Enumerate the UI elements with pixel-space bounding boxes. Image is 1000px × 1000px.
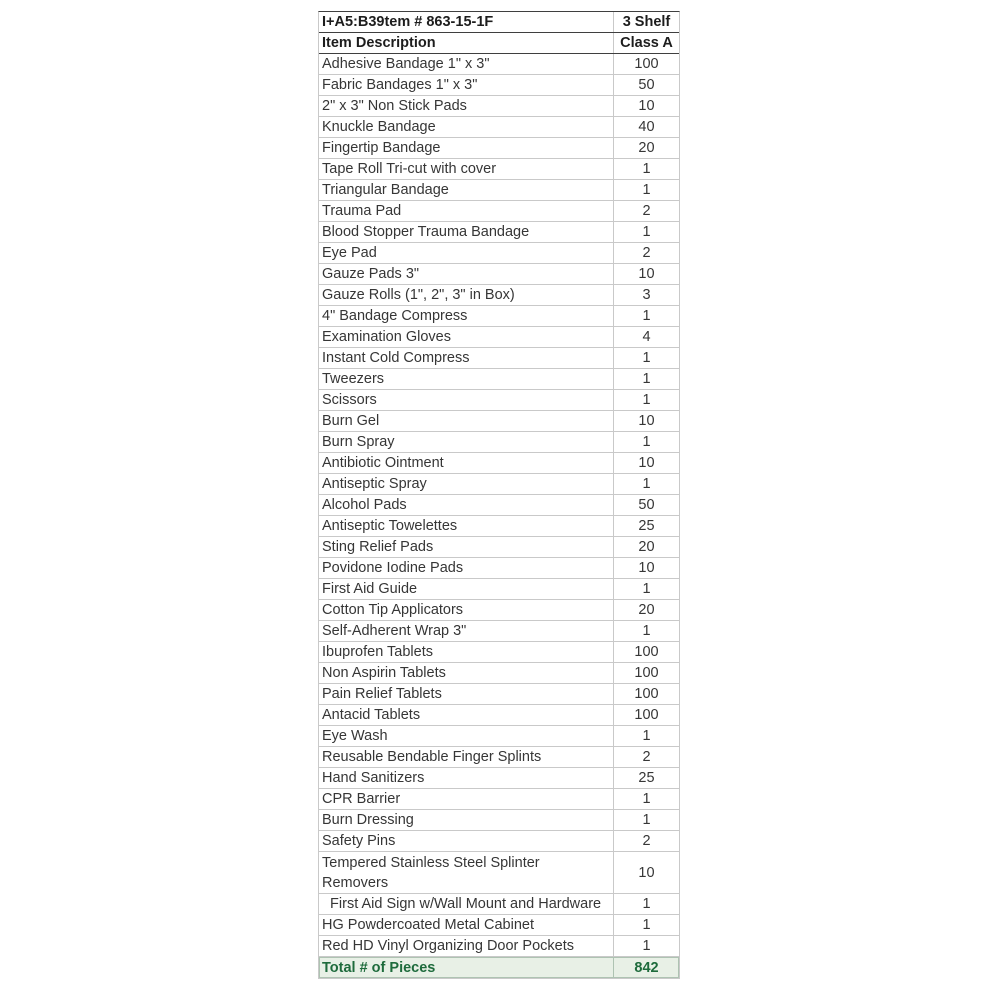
- item-description-cell: Antibiotic Ointment: [322, 455, 444, 471]
- item-description-cell: Gauze Pads 3": [322, 266, 420, 282]
- table-row: [319, 369, 679, 390]
- table-row: [319, 390, 679, 411]
- total-value-cell: 842: [613, 957, 679, 978]
- item-description-cell: CPR Barrier: [322, 791, 401, 807]
- quantity-cell: 1: [613, 474, 679, 494]
- table-row: [319, 537, 679, 558]
- table-row: [319, 747, 679, 768]
- quantity-cell: 1: [613, 369, 679, 389]
- quantity-cell: 1: [613, 915, 679, 935]
- table-row: [319, 117, 679, 138]
- item-description-cell: Tape Roll Tri-cut with cover: [322, 161, 497, 177]
- table-row: [319, 516, 679, 537]
- item-description-cell: Red HD Vinyl Organizing Door Pockets: [322, 938, 574, 954]
- quantity-cell: 1: [613, 894, 679, 914]
- item-description-cell: HG Powdercoated Metal Cabinet: [322, 917, 534, 933]
- quantity-cell: 2: [613, 201, 679, 221]
- item-description-cell: Antiseptic Spray: [322, 476, 427, 492]
- quantity-cell: 3: [613, 285, 679, 305]
- total-label-cell: Total # of Pieces: [322, 959, 436, 976]
- item-description-cell: Adhesive Bandage 1" x 3": [322, 56, 490, 72]
- table-header-row: [319, 12, 679, 33]
- table-row: [319, 159, 679, 180]
- quantity-cell: 1: [613, 159, 679, 179]
- item-description-cell: Pain Relief Tablets: [322, 686, 442, 702]
- quantity-cell: 20: [613, 138, 679, 158]
- quantity-cell: 20: [613, 600, 679, 620]
- item-description-cell: Hand Sanitizers: [322, 770, 425, 786]
- item-description-cell: Scissors: [322, 392, 377, 408]
- quantity-cell: 100: [613, 705, 679, 725]
- quantity-cell: 10: [613, 411, 679, 431]
- quantity-cell: 25: [613, 516, 679, 536]
- table-row: [319, 180, 679, 201]
- item-description-cell: Knuckle Bandage: [322, 119, 436, 135]
- item-description-cell: Ibuprofen Tablets: [322, 644, 433, 660]
- quantity-cell: 1: [613, 726, 679, 746]
- item-description-cell: Eye Wash: [322, 728, 388, 744]
- quantity-cell: 1: [613, 789, 679, 809]
- table-subheader-row: [319, 33, 679, 54]
- quantity-cell: 10: [613, 852, 679, 893]
- table-row: [319, 96, 679, 117]
- quantity-cell: 20: [613, 537, 679, 557]
- table-row: [319, 453, 679, 474]
- quantity-cell: 1: [613, 936, 679, 956]
- table-row: [319, 348, 679, 369]
- total-row: [319, 957, 679, 978]
- table-row: [319, 54, 679, 75]
- table-row: [319, 306, 679, 327]
- item-description-cell: Instant Cold Compress: [322, 350, 470, 366]
- table-row: [319, 705, 679, 726]
- item-description-cell: Sting Relief Pads: [322, 539, 434, 555]
- quantity-cell: 25: [613, 768, 679, 788]
- item-description-cell: Tempered Stainless Steel Splinter Removers: [322, 855, 544, 891]
- table-row: [319, 327, 679, 348]
- shelf-header-cell: 3 Shelf: [613, 12, 679, 32]
- quantity-cell: 10: [613, 96, 679, 116]
- quantity-cell: 1: [613, 621, 679, 641]
- quantity-cell: 2: [613, 243, 679, 263]
- table-row: [319, 768, 679, 789]
- quantity-cell: 100: [613, 54, 679, 74]
- quantity-cell: 40: [613, 117, 679, 137]
- quantity-cell: 1: [613, 222, 679, 242]
- table-row: [319, 558, 679, 579]
- quantity-cell: 2: [613, 747, 679, 767]
- item-description-cell: Burn Gel: [322, 413, 380, 429]
- quantity-cell: 1: [613, 390, 679, 410]
- table-row: [319, 789, 679, 810]
- table-row: [319, 75, 679, 96]
- table-row: [319, 810, 679, 831]
- item-description-cell: Antiseptic Towelettes: [322, 518, 458, 534]
- quantity-cell: 50: [613, 75, 679, 95]
- quantity-cell: 4: [613, 327, 679, 347]
- table-row: [319, 726, 679, 747]
- table-row: [319, 684, 679, 705]
- item-description-cell: Safety Pins: [322, 833, 396, 849]
- item-description-cell: 4" Bandage Compress: [322, 308, 468, 324]
- table-row: [319, 495, 679, 516]
- inventory-table: [318, 11, 680, 979]
- item-description-cell: Antacid Tablets: [322, 707, 421, 723]
- quantity-cell: 100: [613, 684, 679, 704]
- quantity-cell: 1: [613, 180, 679, 200]
- quantity-cell: 1: [613, 348, 679, 368]
- table-row: [319, 579, 679, 600]
- table-row: [319, 432, 679, 453]
- quantity-cell: 50: [613, 495, 679, 515]
- table-body: [319, 54, 679, 957]
- table-row: [319, 915, 679, 936]
- table-row: [319, 831, 679, 852]
- item-description-cell: Trauma Pad: [322, 203, 402, 219]
- table-row: [319, 243, 679, 264]
- table-row: [319, 411, 679, 432]
- class-header-cell: Class A: [613, 33, 679, 53]
- table-row: [319, 852, 679, 894]
- quantity-cell: 1: [613, 810, 679, 830]
- item-description-cell: Tweezers: [322, 371, 385, 387]
- item-description-cell: Gauze Rolls (1", 2", 3" in Box): [322, 287, 515, 303]
- table-row: [319, 264, 679, 285]
- table-row: [319, 285, 679, 306]
- item-description-cell: Alcohol Pads: [322, 497, 407, 513]
- table-row: [319, 621, 679, 642]
- item-description-cell: Non Aspirin Tablets: [322, 665, 446, 681]
- quantity-cell: 10: [613, 558, 679, 578]
- item-description-cell: First Aid Guide: [322, 581, 418, 597]
- item-description-cell: 2" x 3" Non Stick Pads: [322, 98, 467, 114]
- item-description-cell: Burn Dressing: [322, 812, 414, 828]
- table-row: [319, 663, 679, 684]
- item-description-cell: First Aid Sign w/Wall Mount and Hardware: [322, 896, 602, 912]
- table-row: [319, 642, 679, 663]
- item-description-header-cell: Item Description: [322, 35, 436, 51]
- quantity-cell: 1: [613, 579, 679, 599]
- kit-id-header-cell: I+A5:B39tem # 863-15-1F: [322, 14, 494, 30]
- quantity-cell: 1: [613, 432, 679, 452]
- item-description-cell: Cotton Tip Applicators: [322, 602, 464, 618]
- table-row: [319, 201, 679, 222]
- item-description-cell: Fabric Bandages 1" x 3": [322, 77, 478, 93]
- item-description-cell: Burn Spray: [322, 434, 395, 450]
- table-row: [319, 222, 679, 243]
- item-description-cell: Eye Pad: [322, 245, 377, 261]
- item-description-cell: Self-Adherent Wrap 3": [322, 623, 467, 639]
- item-description-cell: Blood Stopper Trauma Bandage: [322, 224, 530, 240]
- table-row: [319, 138, 679, 159]
- quantity-cell: 100: [613, 642, 679, 662]
- item-description-cell: Povidone Iodine Pads: [322, 560, 464, 576]
- table-row: [319, 600, 679, 621]
- quantity-cell: 10: [613, 453, 679, 473]
- item-description-cell: Examination Gloves: [322, 329, 451, 345]
- table-row: [319, 894, 679, 915]
- table-row: [319, 936, 679, 957]
- quantity-cell: 1: [613, 306, 679, 326]
- item-description-cell: Reusable Bendable Finger Splints: [322, 749, 542, 765]
- quantity-cell: 2: [613, 831, 679, 851]
- item-description-cell: Fingertip Bandage: [322, 140, 441, 156]
- item-description-cell: Triangular Bandage: [322, 182, 449, 198]
- table-row: [319, 474, 679, 495]
- quantity-cell: 10: [613, 264, 679, 284]
- quantity-cell: 100: [613, 663, 679, 683]
